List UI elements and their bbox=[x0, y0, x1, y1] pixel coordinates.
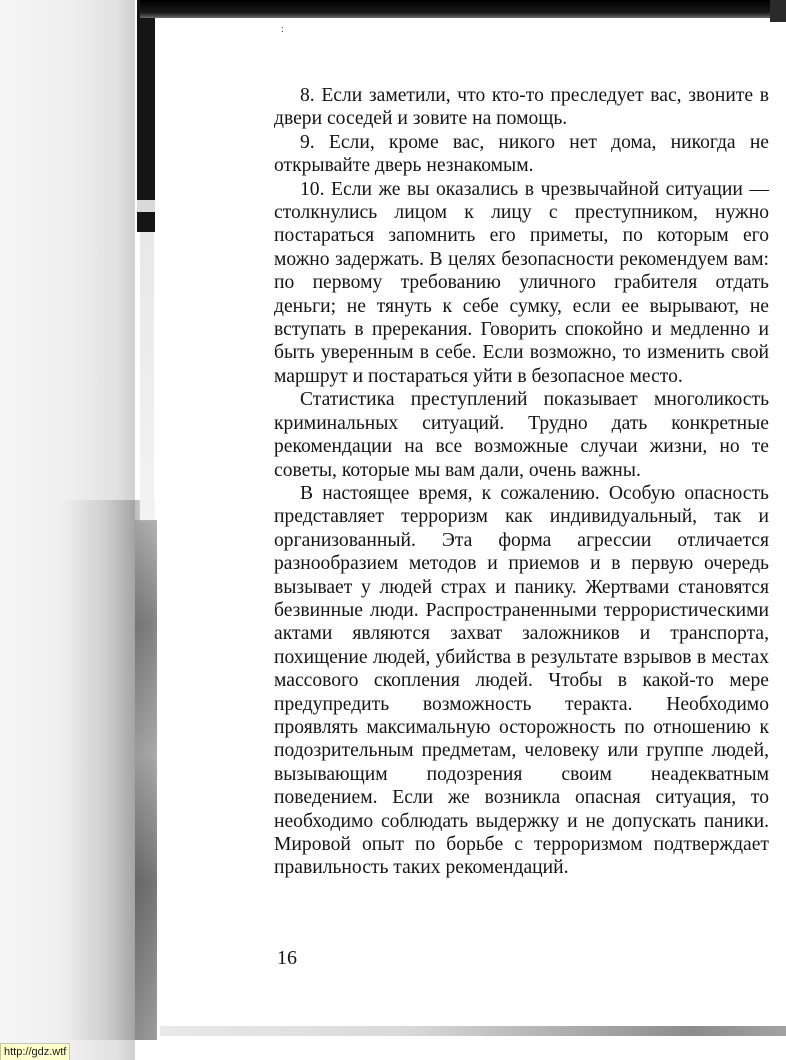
top-scan-edge bbox=[140, 0, 786, 18]
paragraph-1: 8. Если заметили, что кто-то преследует вас, звоните в двери соседей и зовите на помощь. bbox=[274, 85, 769, 130]
paragraph-2: 9. Если, кроме вас, никого нет дома, никогда не открывайте дверь незнакомым. bbox=[274, 131, 769, 177]
book-spine-lower bbox=[135, 520, 157, 1040]
book-spine-gap bbox=[137, 200, 155, 212]
paragraph-5: В настоящее время, к сожалению. Особую опасность представляет терроризм как индивидуальный, так и организованный. Эта форма агрессии отличается разнообразием методов и приемов и в первую очередь вызывает у людей страх и панику. Жертвами становятся безвинные люди. Распространенными террористическими актами являются захват заложников и транспорта, похищение людей, убийства в результате взрывов в местах массового скопления людей. Чтобы в какой-то мере предупредить возможность теракта. Необходимо проявлять максимальную осторожность по отношению к подозрительным предметам, человеку или группе людей, вызывающим подозрения своим неадекватным поведением. Если же возникла опасная ситуация, то необходимо соблюдать выдержку и не допускать паники. Мировой опыт по борьбе с терроризмом подтверждает правильность таких рекомендаций. bbox=[274, 482, 769, 879]
book-spine-light bbox=[140, 232, 154, 522]
top-scan-edge-corner bbox=[770, 0, 786, 22]
book-spine-dark bbox=[137, 0, 155, 232]
page-mark: : bbox=[281, 24, 284, 35]
source-watermark-link[interactable]: http://gdz.wtf bbox=[0, 1043, 70, 1060]
page-number: 16 bbox=[277, 947, 297, 969]
paragraph-3: 10. Если же вы оказались в чрезвычайной ситуации — столкнулись лицом к лицу с преступником, нужно постараться запомнить его приметы, по которым его можно задержать. В целях безопасности рекомендуем вам: по первому требованию уличного грабителя отдать деньги; не тянуть к себе сумку, если ее вырывают, не вступать в пререкания. Говорить спокойно и медленно и быть уверенным в себе. Если возможно, то изменить свой маршрут и постараться уйти в безопасное место. bbox=[274, 178, 769, 387]
bottom-scan-edge bbox=[160, 1026, 786, 1036]
paragraph-4: Статистика преступлений показывает многоликость криминальных ситуаций. Трудно дать конкретные рекомендации на все возможные случаи жизни, но те советы, которые мы вам дали, очень важны. bbox=[274, 389, 769, 481]
body-text bbox=[274, 84, 769, 880]
